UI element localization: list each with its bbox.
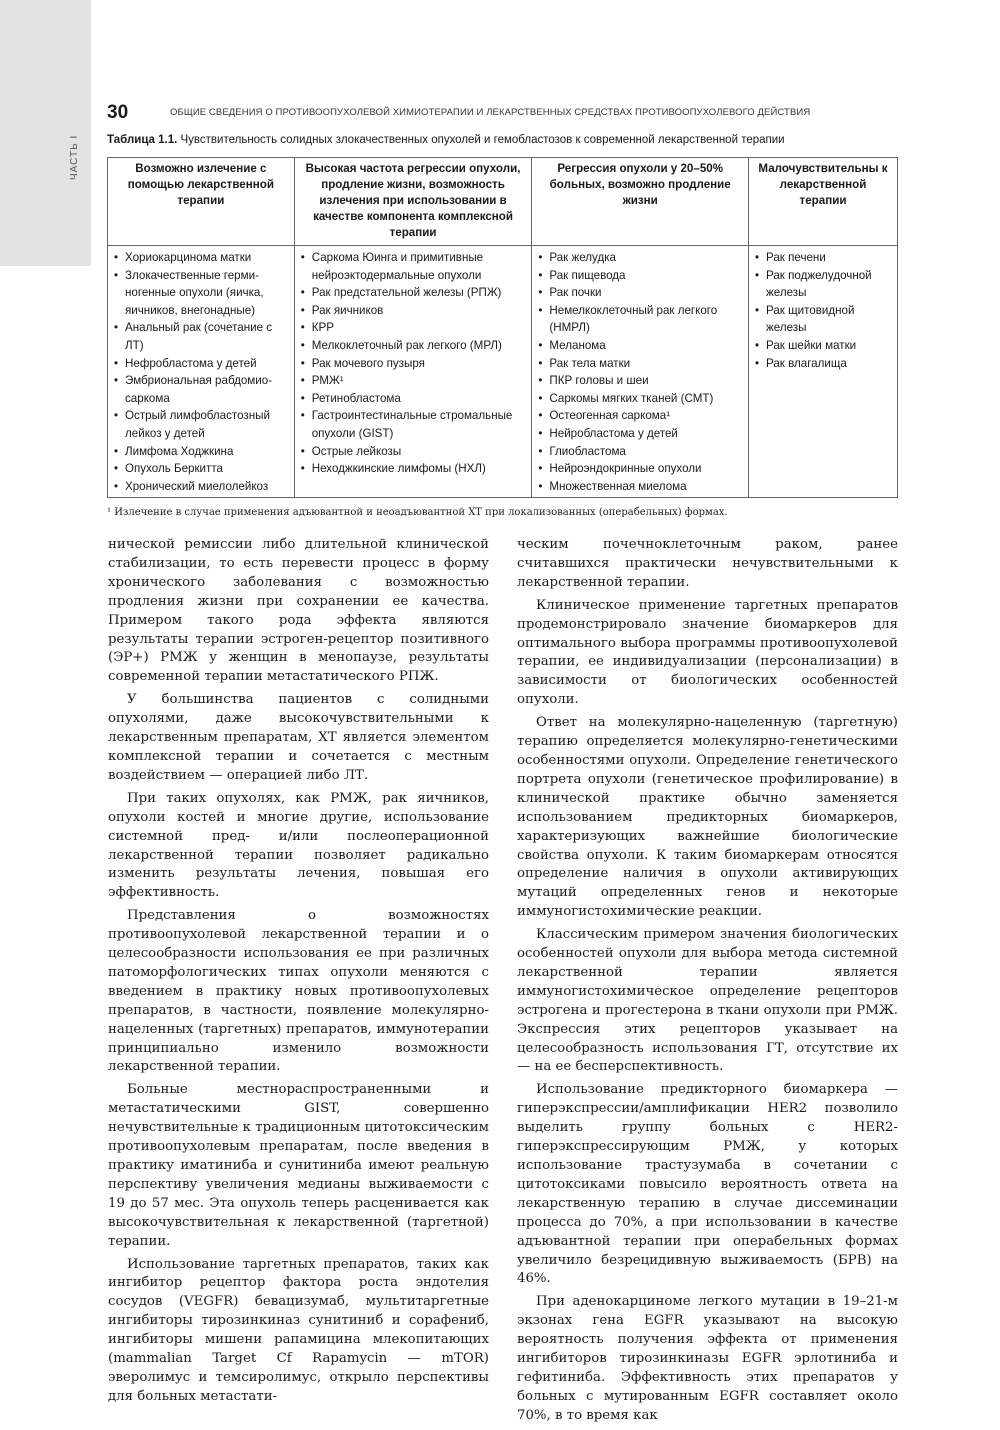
- tumor-list-item: • Рак тела матки: [538, 355, 744, 373]
- tumor-list-item: • Множественная миелома: [538, 478, 744, 496]
- tumor-list: [755, 249, 893, 372]
- tumor-list-item: • Неходжкинские лимфомы (НХЛ): [301, 460, 528, 478]
- tumor-list-item: • Немелкоклеточный рак легкого (НМРЛ): [538, 302, 744, 337]
- tumor-list-item: • Рак почки: [538, 284, 744, 302]
- page-number: 30: [107, 102, 129, 123]
- tumor-list-item: • Рак влагалища: [755, 355, 893, 373]
- table-row: [108, 246, 898, 498]
- body-column-left: [108, 536, 489, 1411]
- tumor-list-item: • Рак мочевого пузыря: [301, 355, 528, 373]
- tumor-list: [538, 249, 744, 495]
- tumor-list-item: • Меланома: [538, 337, 744, 355]
- tumor-list-item: • РМЖ¹: [301, 372, 528, 390]
- table-cell: [749, 246, 898, 498]
- tumor-list-item: • Острые лейкозы: [301, 443, 528, 461]
- tumor-list-item: • Рак яичников: [301, 302, 528, 320]
- table-caption-text: Чувствительность солидных злокачественных опухолей и гемобластозов к современной лекарственной терапии: [180, 134, 785, 146]
- table-header-row: [108, 158, 898, 246]
- tumor-list-item: • Гастроинтестинальные стромальные опухоли (GIST): [301, 407, 528, 442]
- tumor-list-item: • Нейроэндокринные опухоли: [538, 460, 744, 478]
- tumor-list-item: • Хориокарцинома матки: [114, 249, 290, 267]
- paragraph: Ответ на молекулярно-нацеленную (таргетную) терапию определяется молекулярно-генетическими особенностями опухоли. Определение генетического портрета опухоли (генетическое профилирование) в клинической практике обычно заменяется использованием предикторных биомаркеров, характеризующих важнейшие биологические свойства опухоли. К таким биомаркерам относятся определение наличия в опухоли активирующих мутаций определенных генов и некоторые иммуногистохимические реакции.: [517, 715, 898, 920]
- tumor-list: [114, 249, 290, 495]
- tumor-list-item: • Лимфома Ходжкина: [114, 443, 290, 461]
- paragraph: У большинства пациентов с солидными опухолями, даже высокочувствительными к лекарственным препаратам, ХТ является элементом комплексной терапии и сочетается с местным воздействием — операцией либо ЛТ.: [108, 692, 489, 783]
- body-column-right: [517, 536, 898, 1430]
- table-cell: [108, 246, 295, 498]
- tumor-list-item: • Саркомы мягких тканей (СМТ): [538, 390, 744, 408]
- tumor-list-item: • Ретинобластома: [301, 390, 528, 408]
- tumor-list: [301, 249, 528, 478]
- tumor-list-item: • Рак предстательной железы (РПЖ): [301, 284, 528, 302]
- table-footnote: ¹ Излечение в случае применения адъювантной и неоадъювантной ХТ при локализованных (операбельных) формах.: [107, 507, 728, 518]
- running-head: ОБЩИЕ СВЕДЕНИЯ О ПРОТИВООПУХОЛЕВОЙ ХИМИОТЕРАПИИ И ЛЕКАРСТВЕННЫХ СРЕДСТВАХ ПРОТИВООПУХОЛЕВОГО ДЕЙСТВИЯ: [170, 107, 811, 118]
- table-header-cell: Возможно излечение с помощью лекарственной терапии: [108, 158, 295, 246]
- tumor-list-item: • Остеогенная саркома¹: [538, 407, 744, 425]
- table-cell: [532, 246, 749, 498]
- table-header-cell: Высокая частота регрессии опухоли, продление жизни, возможность излечения при использовании в качестве компонента комплексной терапии: [294, 158, 532, 246]
- paragraph: Клиническое применение таргетных препаратов продемонстрировало значение биомаркеров для оптимального выбора программы противоопухолевой терапии, ее индивидуализации (персонализации) в зависимости от биологических особенностей опухоли.: [517, 597, 898, 708]
- sensitivity-table: [107, 157, 898, 498]
- tumor-list-item: • Рак поджелудочной железы: [755, 267, 893, 302]
- tumor-list-item: • Анальный рак (сочетание с ЛТ): [114, 319, 290, 354]
- paragraph: Больные местнораспространенными и метастатическими GIST, совершенно нечувствительные к традиционным цитотоксическим противоопухолевым препаратам, после введения в практику иматиниба и сунитиниба имеют реальную перспективу увеличения медианы выживаемости с 19 до 57 мес. Эта опухоль теперь расценивается как высокочувствительная к лекарственной (таргетной) терапии.: [108, 1082, 489, 1249]
- tumor-list-item: • Опухоль Беркитта: [114, 460, 290, 478]
- tumor-list-item: • Мелкоклеточный рак легкого (МРЛ): [301, 337, 528, 355]
- paragraph: Использование таргетных препаратов, таких как ингибитор рецептор фактора роста эндотелия сосудов (VEGFR) бевацизумаб, мультитаргетные ингибиторы тирозинкиназ сунитиниб и сорафениб, ингибиторы мишени рапамицина млекопитающих (mammalian Target Cf Rapamycin — mTOR) эверолимус и темсиролимус, открыло перспективы для больных метастати-: [108, 1256, 489, 1404]
- paragraph: ческим почечноклеточным раком, ранее считавшихся практически нечувствительными к лекарственной терапии.: [517, 537, 898, 590]
- table-header-cell: Малочувствительны к лекарственной терапии: [749, 158, 898, 246]
- part-label: ЧАСТЬ I: [69, 134, 80, 180]
- tumor-list-item: • Злокачественные герминогенные опухоли (яичка, яичников, внегонадные): [114, 267, 290, 320]
- table-header-cell: Регрессия опухоли у 20–50% больных, возможно продление жизни: [532, 158, 749, 246]
- tumor-list-item: • Нейробластома у детей: [538, 425, 744, 443]
- tumor-list-item: • Эмбриональная рабдомиосаркома: [114, 372, 290, 407]
- table-caption: [107, 134, 897, 146]
- tumor-list-item: • ПКР головы и шеи: [538, 372, 744, 390]
- tumor-list-item: • Саркома Юинга и примитивные нейроэктодермальные опухоли: [301, 249, 528, 284]
- tumor-list-item: • Глиобластома: [538, 443, 744, 461]
- tumor-list-item: • Острый лимфобластозный лейкоз у детей: [114, 407, 290, 442]
- paragraph: Использование предикторного биомаркера — гиперэкспрессии/амплификации HER2 позволило выделить группу больных с HER2-гиперэкспрессирующим РМЖ, у которых использование трастузумаба в сочетании с цитотоксиками повысило вероятность ответа на лекарственную терапию в случае диссеминации процесса до 70%, а при использовании в качестве адъювантной терапии при операбельных формах увеличило безрецидивную выживаемость (БРВ) на 46%.: [517, 1082, 898, 1287]
- paragraph: нической ремиссии либо длительной клинической стабилизации, то есть перевести процесс в форму хронического заболевания с возможностью продления жизни при сохранении ее качества. Примером такого рода эффекта являются результаты терапии эстроген-рецептор позитивного (ЭР+) РМЖ у женщин в менопаузе, результаты современной терапии метастатического РПЖ.: [108, 537, 489, 685]
- tumor-list-item: • Хронический миелолейкоз: [114, 478, 290, 496]
- tumor-list-item: • Нефробластома у детей: [114, 355, 290, 373]
- tumor-list-item: • Рак шейки матки: [755, 337, 893, 355]
- paragraph: Классическим примером значения биологических особенностей опухоли для выбора метода системной лекарственной терапии является иммуногистохимическое определение рецепторов эстрогена и прогестерона в ткани опухоли при РМЖ. Экспрессия этих рецепторов указывает на целесообразность использования ГТ, отсутствие их — на ее бесперспективность.: [517, 927, 898, 1075]
- tumor-list-item: • Рак печени: [755, 249, 893, 267]
- paragraph: Представления о возможностях противоопухолевой лекарственной терапии и о целесообразности использования ее при различных патоморфологических типах опухоли меняются с введением в практику новых противоопухолевых препаратов, в частности, появление молекулярно-нацеленных (таргетных) препаратов, иммунотерапии принципиально изменило возможности лекарственной терапии.: [108, 908, 489, 1075]
- table-caption-label: Таблица 1.1.: [107, 134, 178, 146]
- tumor-list-item: • Рак пищевода: [538, 267, 744, 285]
- paragraph: При таких опухолях, как РМЖ, рак яичников, опухоли костей и многие другие, использование системной пред- и/или послеоперационной лекарственной терапии позволяет радикально изменить результаты лечения, повышая его эффективность.: [108, 790, 489, 901]
- tumor-list-item: • КРР: [301, 319, 528, 337]
- table-cell: [294, 246, 532, 498]
- tumor-list-item: • Рак щитовидной железы: [755, 302, 893, 337]
- tumor-list-item: • Рак желудка: [538, 249, 744, 267]
- paragraph: При аденокарциноме легкого мутации в 19–21-м экзонах гена EGFR указывают на высокую вероятность получения эффекта от применения ингибиторов тирозинкиназы EGFR эрлотиниба и гефитиниба. Эффективность этих препаратов у больных с мутированным EGFR составляет около 70%, в то время как: [517, 1294, 898, 1423]
- side-band: [0, 0, 91, 266]
